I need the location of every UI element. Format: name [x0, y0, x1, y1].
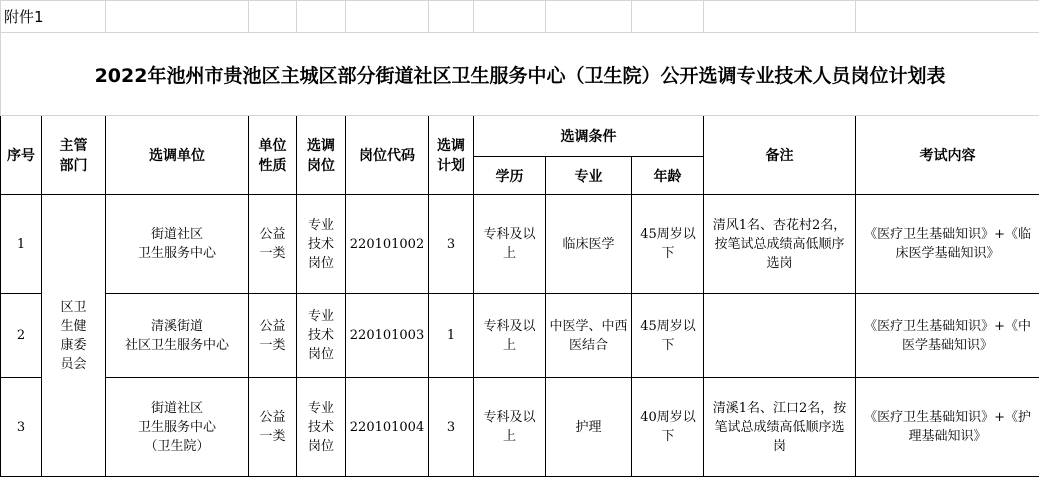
header-row-1 — [1, 116, 1039, 157]
attachment-label: 附件1 — [1, 1, 106, 33]
header-exam: 考试内容 — [856, 116, 1039, 195]
header-code: 岗位代码 — [346, 116, 429, 195]
cell-exam: 《医疗卫生基础知识》+《临床医学基础知识》 — [856, 195, 1039, 294]
cell-nature: 公益一类 — [249, 378, 297, 477]
header-unit: 选调单位 — [106, 116, 249, 195]
cell-seq: 1 — [1, 195, 42, 294]
table-row — [1, 378, 1039, 477]
cell-unit: 街道社区 卫生服务中心 — [106, 195, 249, 294]
attachment-row — [1, 1, 1039, 33]
cell-age: 45周岁以下 — [632, 294, 704, 378]
cell-nature: 公益一类 — [249, 294, 297, 378]
cell-major: 护理 — [546, 378, 632, 477]
cell-seq: 3 — [1, 378, 42, 477]
cell-code: 220101002 — [346, 195, 429, 294]
cell-age: 45周岁以下 — [632, 195, 704, 294]
table-title: 2022年池州市贵池区主城区部分街道社区卫生服务中心（卫生院）公开选调专业技术人员岗位计划表 — [1, 33, 1039, 116]
cell-exam: 《医疗卫生基础知识》+《护理基础知识》 — [856, 378, 1039, 477]
cell-exam: 《医疗卫生基础知识》+《中医学基础知识》 — [856, 294, 1039, 378]
cell-seq: 2 — [1, 294, 42, 378]
cell-unit: 清溪街道 社区卫生服务中心 — [106, 294, 249, 378]
cell-remarks: 清风1名、杏花村2名，按笔试总成绩高低顺序选岗 — [704, 195, 856, 294]
cell-department: 区卫生健康委员会 — [42, 195, 106, 477]
table-row — [1, 195, 1039, 294]
cell-education: 专科及以上 — [474, 195, 546, 294]
header-post: 选调岗位 — [297, 116, 346, 195]
cell-major: 中医学、中西医结合 — [546, 294, 632, 378]
cell-code: 220101003 — [346, 294, 429, 378]
header-nature: 单位性质 — [249, 116, 297, 195]
cell-plan: 3 — [429, 378, 474, 477]
header-major: 专业 — [546, 157, 632, 195]
cell-remarks — [704, 294, 856, 378]
header-plan: 选调计划 — [429, 116, 474, 195]
cell-plan: 3 — [429, 195, 474, 294]
cell-post: 专业技术岗位 — [297, 195, 346, 294]
header-seq: 序号 — [1, 116, 42, 195]
header-remarks: 备注 — [704, 116, 856, 195]
cell-major: 临床医学 — [546, 195, 632, 294]
cell-remarks: 清溪1名、江口2名，按笔试总成绩高低顺序选岗 — [704, 378, 856, 477]
cell-plan: 1 — [429, 294, 474, 378]
cell-post: 专业技术岗位 — [297, 378, 346, 477]
table-row — [1, 294, 1039, 378]
cell-education: 专科及以上 — [474, 378, 546, 477]
cell-education: 专科及以上 — [474, 294, 546, 378]
cell-unit: 街道社区 卫生服务中心 （卫生院） — [106, 378, 249, 477]
header-education: 学历 — [474, 157, 546, 195]
title-row — [1, 33, 1039, 116]
cell-code: 220101004 — [346, 378, 429, 477]
header-conditions: 选调条件 — [474, 116, 704, 157]
header-dept: 主管部门 — [42, 116, 106, 195]
cell-age: 40周岁以下 — [632, 378, 704, 477]
cell-nature: 公益一类 — [249, 195, 297, 294]
header-age: 年龄 — [632, 157, 704, 195]
cell-post: 专业技术岗位 — [297, 294, 346, 378]
